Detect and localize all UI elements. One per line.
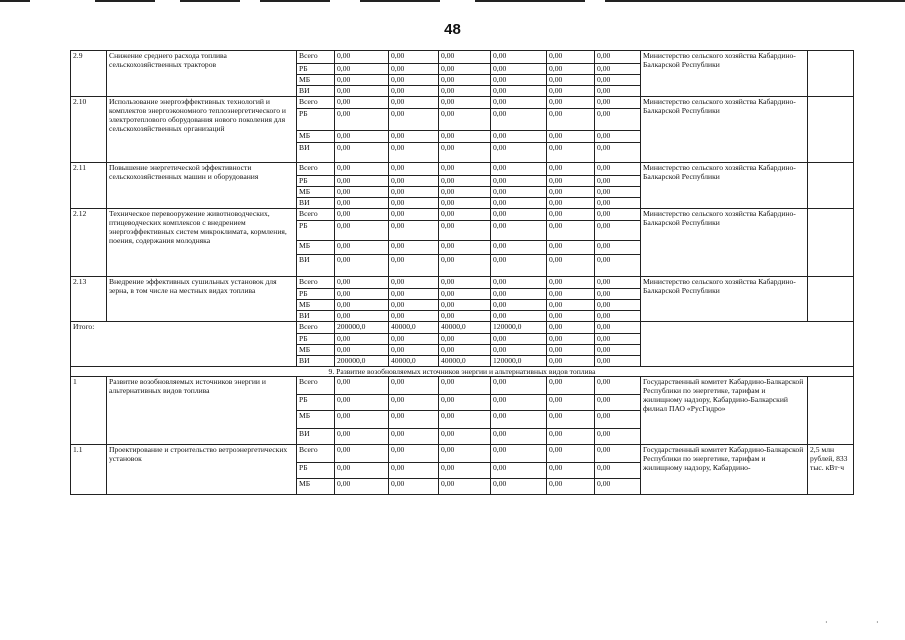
- amount-cell: 0,00: [335, 86, 389, 97]
- amount-cell: 0,00: [547, 300, 595, 311]
- funding-source: ВИ: [297, 429, 335, 445]
- amount-cell: 0,00: [335, 187, 389, 198]
- amount-cell: 0,00: [389, 143, 439, 163]
- amount-cell: 0,00: [595, 163, 641, 176]
- amount-cell: 0,00: [335, 345, 389, 356]
- item-name: Развитие возобновляемых источников энергии и альтернативных видов топлива: [107, 377, 297, 445]
- amount-cell: 0,00: [389, 131, 439, 143]
- amount-cell: 0,00: [595, 311, 641, 322]
- funding-source: МБ: [297, 187, 335, 198]
- amount-cell: 0,00: [389, 163, 439, 176]
- amount-cell: 0,00: [491, 255, 547, 277]
- funding-source: Всего: [297, 445, 335, 463]
- amount-cell: 40000,0: [439, 322, 491, 334]
- amount-cell: 0,00: [335, 395, 389, 411]
- amount-cell: 0,00: [439, 109, 491, 131]
- amount-cell: 0,00: [595, 289, 641, 300]
- amount-cell: 0,00: [439, 64, 491, 75]
- amount-cell: 0,00: [595, 176, 641, 187]
- amount-cell: 0,00: [491, 377, 547, 395]
- amount-cell: 0,00: [491, 445, 547, 463]
- amount-cell: 0,00: [547, 255, 595, 277]
- funding-source: МБ: [297, 479, 335, 495]
- funding-source: ВИ: [297, 356, 335, 367]
- amount-cell: 0,00: [335, 131, 389, 143]
- amount-cell: 0,00: [547, 289, 595, 300]
- amount-cell: 0,00: [547, 51, 595, 64]
- section-title: 9. Развитие возобновляемых источников энергии и альтернативных видов топлива: [71, 367, 854, 377]
- amount-cell: 0,00: [595, 187, 641, 198]
- amount-cell: 0,00: [439, 395, 491, 411]
- amount-cell: 0,00: [547, 97, 595, 109]
- amount-cell: 0,00: [335, 289, 389, 300]
- amount-cell: 0,00: [491, 311, 547, 322]
- amount-cell: 0,00: [491, 241, 547, 255]
- amount-cell: 0,00: [491, 411, 547, 429]
- amount-cell: 0,00: [547, 198, 595, 209]
- item-number: 2.11: [71, 163, 107, 209]
- amount-cell: 0,00: [389, 289, 439, 300]
- amount-cell: 0,00: [491, 75, 547, 86]
- amount-cell: 0,00: [335, 163, 389, 176]
- amount-cell: 0,00: [547, 277, 595, 289]
- funding-source: Всего: [297, 322, 335, 334]
- amount-cell: 0,00: [595, 131, 641, 143]
- amount-cell: 0,00: [389, 445, 439, 463]
- amount-cell: 0,00: [491, 187, 547, 198]
- executor: Государственный комитет Кабардино-Балкарской Республики по энергетике, тарифам и жилищному надзору, Кабардино-: [641, 445, 808, 495]
- amount-cell: 0,00: [389, 377, 439, 395]
- amount-cell: 0,00: [547, 334, 595, 345]
- funding-source: Всего: [297, 277, 335, 289]
- amount-cell: 0,00: [491, 221, 547, 241]
- amount-cell: 0,00: [595, 75, 641, 86]
- amount-cell: 0,00: [389, 209, 439, 221]
- funding-source: ВИ: [297, 255, 335, 277]
- amount-cell: 0,00: [595, 209, 641, 221]
- amount-cell: 0,00: [335, 334, 389, 345]
- amount-cell: 0,00: [439, 311, 491, 322]
- item-name: Повышение энергетической эффективности сельскохозяйственных машин и оборудования: [107, 163, 297, 209]
- amount-cell: 0,00: [595, 86, 641, 97]
- amount-cell: 0,00: [389, 479, 439, 495]
- amount-cell: 0,00: [439, 176, 491, 187]
- amount-cell: 0,00: [547, 356, 595, 367]
- amount-cell: 0,00: [439, 289, 491, 300]
- amount-cell: 0,00: [547, 109, 595, 131]
- amount-cell: 0,00: [439, 241, 491, 255]
- amount-cell: 0,00: [547, 163, 595, 176]
- amount-cell: 0,00: [335, 255, 389, 277]
- amount-cell: 0,00: [439, 377, 491, 395]
- amount-cell: 120000,0: [491, 356, 547, 367]
- amount-cell: 0,00: [335, 176, 389, 187]
- amount-cell: 0,00: [547, 241, 595, 255]
- item-name: Проектирование и строительство ветроэнергетических установок: [107, 445, 297, 495]
- amount-cell: 0,00: [389, 109, 439, 131]
- funding-source: РБ: [297, 463, 335, 479]
- amount-cell: 0,00: [335, 75, 389, 86]
- amount-cell: 0,00: [439, 163, 491, 176]
- amount-cell: 0,00: [491, 463, 547, 479]
- indicator: [808, 97, 854, 163]
- amount-cell: 0,00: [595, 463, 641, 479]
- funding-source: РБ: [297, 64, 335, 75]
- amount-cell: 200000,0: [335, 322, 389, 334]
- item-name: Техническое перевооружение животноводческих, птицеводческих комплексов с внедрением энергоэффективных систем микроклимата, кормления, поения, содержания молодняка: [107, 209, 297, 277]
- funding-source: ВИ: [297, 198, 335, 209]
- amount-cell: 0,00: [491, 51, 547, 64]
- empty-cell: [641, 322, 854, 367]
- amount-cell: 0,00: [335, 97, 389, 109]
- amount-cell: 0,00: [439, 131, 491, 143]
- amount-cell: 0,00: [547, 411, 595, 429]
- funding-source: РБ: [297, 395, 335, 411]
- table-row: [71, 277, 854, 289]
- amount-cell: 0,00: [335, 445, 389, 463]
- amount-cell: 0,00: [595, 97, 641, 109]
- amount-cell: 0,00: [335, 479, 389, 495]
- funding-source: МБ: [297, 411, 335, 429]
- amount-cell: 0,00: [547, 64, 595, 75]
- amount-cell: 0,00: [389, 429, 439, 445]
- amount-cell: 0,00: [389, 86, 439, 97]
- amount-cell: 0,00: [389, 75, 439, 86]
- amount-cell: 0,00: [439, 187, 491, 198]
- amount-cell: 0,00: [491, 209, 547, 221]
- amount-cell: 0,00: [547, 429, 595, 445]
- amount-cell: 0,00: [389, 176, 439, 187]
- funding-source: Всего: [297, 51, 335, 64]
- funding-source: МБ: [297, 241, 335, 255]
- amount-cell: 0,00: [491, 131, 547, 143]
- amount-cell: 0,00: [595, 445, 641, 463]
- item-number: 2.13: [71, 277, 107, 322]
- amount-cell: 0,00: [595, 277, 641, 289]
- amount-cell: 0,00: [595, 198, 641, 209]
- amount-cell: 0,00: [547, 345, 595, 356]
- amount-cell: 0,00: [389, 345, 439, 356]
- table-row: [71, 51, 854, 64]
- amount-cell: 0,00: [595, 109, 641, 131]
- table-row: [71, 209, 854, 221]
- amount-cell: 0,00: [335, 377, 389, 395]
- total-label: Итого:: [71, 322, 297, 367]
- funding-source: Всего: [297, 163, 335, 176]
- amount-cell: 0,00: [439, 97, 491, 109]
- amount-cell: 0,00: [547, 311, 595, 322]
- amount-cell: 40000,0: [439, 356, 491, 367]
- amount-cell: 0,00: [491, 163, 547, 176]
- funding-source: Всего: [297, 97, 335, 109]
- item-number: 2.12: [71, 209, 107, 277]
- funding-source: Всего: [297, 209, 335, 221]
- amount-cell: 0,00: [491, 300, 547, 311]
- amount-cell: 0,00: [491, 86, 547, 97]
- amount-cell: 0,00: [439, 255, 491, 277]
- amount-cell: 0,00: [389, 64, 439, 75]
- amount-cell: 0,00: [595, 143, 641, 163]
- amount-cell: 0,00: [335, 429, 389, 445]
- amount-cell: 0,00: [335, 463, 389, 479]
- amount-cell: 0,00: [335, 64, 389, 75]
- funding-source: ВИ: [297, 143, 335, 163]
- executor: Государственный комитет Кабардино-Балкарской Республики по энергетике, тарифам и жилищному надзору, Кабардино-Балкарский филиал ПАО «РусГидро»: [641, 377, 808, 445]
- amount-cell: 0,00: [547, 143, 595, 163]
- item-number: 1.1: [71, 445, 107, 495]
- amount-cell: 0,00: [335, 51, 389, 64]
- amount-cell: 0,00: [491, 334, 547, 345]
- amount-cell: 0,00: [439, 429, 491, 445]
- amount-cell: 40000,0: [389, 356, 439, 367]
- funding-source: РБ: [297, 289, 335, 300]
- amount-cell: 0,00: [389, 300, 439, 311]
- amount-cell: 0,00: [491, 176, 547, 187]
- amount-cell: 0,00: [389, 51, 439, 64]
- amount-cell: 0,00: [439, 75, 491, 86]
- funding-source: РБ: [297, 109, 335, 131]
- funding-source: МБ: [297, 345, 335, 356]
- amount-cell: 0,00: [547, 377, 595, 395]
- total-row: [71, 322, 854, 334]
- indicator: [808, 377, 854, 445]
- executor: Министерство сельского хозяйства Кабардино-Балкарской Республики: [641, 163, 808, 209]
- funding-source: МБ: [297, 75, 335, 86]
- table-row: [71, 445, 854, 463]
- amount-cell: 0,00: [547, 176, 595, 187]
- amount-cell: 0,00: [491, 198, 547, 209]
- amount-cell: 0,00: [335, 411, 389, 429]
- amount-cell: 0,00: [547, 209, 595, 221]
- amount-cell: 0,00: [335, 221, 389, 241]
- item-name: Снижение среднего расхода топлива сельскохозяйственных тракторов: [107, 51, 297, 97]
- amount-cell: 0,00: [491, 143, 547, 163]
- amount-cell: 0,00: [439, 300, 491, 311]
- amount-cell: 0,00: [439, 334, 491, 345]
- amount-cell: 0,00: [439, 277, 491, 289]
- amount-cell: 0,00: [547, 221, 595, 241]
- funding-source: МБ: [297, 131, 335, 143]
- funding-source: ВИ: [297, 86, 335, 97]
- funding-source: РБ: [297, 221, 335, 241]
- amount-cell: 0,00: [335, 241, 389, 255]
- amount-cell: 0,00: [595, 411, 641, 429]
- funding-source: ВИ: [297, 311, 335, 322]
- amount-cell: 0,00: [389, 198, 439, 209]
- amount-cell: 200000,0: [335, 356, 389, 367]
- amount-cell: 0,00: [439, 86, 491, 97]
- executor: Министерство сельского хозяйства Кабардино-Балкарской Республики: [641, 97, 808, 163]
- amount-cell: 0,00: [547, 86, 595, 97]
- executor: Министерство сельского хозяйства Кабардино-Балкарской Республики: [641, 209, 808, 277]
- amount-cell: 0,00: [595, 395, 641, 411]
- amount-cell: 0,00: [595, 334, 641, 345]
- amount-cell: 0,00: [439, 51, 491, 64]
- amount-cell: 0,00: [389, 221, 439, 241]
- amount-cell: 0,00: [389, 311, 439, 322]
- amount-cell: 0,00: [595, 356, 641, 367]
- amount-cell: 0,00: [491, 289, 547, 300]
- amount-cell: 0,00: [547, 395, 595, 411]
- program-table: [70, 50, 854, 495]
- item-name: Использование энергоэффективных технологий и комплектов энергоэкономного теплоэнергетического и электротеплового оборудования нового поколения для сельскохозяйственных организаций: [107, 97, 297, 163]
- amount-cell: 0,00: [439, 143, 491, 163]
- funding-source: РБ: [297, 334, 335, 345]
- amount-cell: 0,00: [439, 411, 491, 429]
- amount-cell: 0,00: [595, 429, 641, 445]
- amount-cell: 0,00: [335, 198, 389, 209]
- amount-cell: 0,00: [335, 300, 389, 311]
- amount-cell: 0,00: [389, 395, 439, 411]
- amount-cell: 0,00: [547, 187, 595, 198]
- amount-cell: 0,00: [439, 209, 491, 221]
- amount-cell: 0,00: [547, 445, 595, 463]
- amount-cell: 0,00: [335, 143, 389, 163]
- executor: Министерство сельского хозяйства Кабардино-Балкарской Республики: [641, 51, 808, 97]
- amount-cell: 0,00: [439, 221, 491, 241]
- executor: Министерство сельского хозяйства Кабардино-Балкарской Республики: [641, 277, 808, 322]
- table-row: [71, 97, 854, 109]
- amount-cell: 0,00: [389, 334, 439, 345]
- amount-cell: 0,00: [335, 209, 389, 221]
- amount-cell: 0,00: [547, 479, 595, 495]
- amount-cell: 0,00: [439, 479, 491, 495]
- funding-source: Всего: [297, 377, 335, 395]
- amount-cell: 120000,0: [491, 322, 547, 334]
- table-row: [71, 163, 854, 176]
- amount-cell: 0,00: [595, 241, 641, 255]
- indicator: [808, 51, 854, 97]
- indicator: [808, 209, 854, 277]
- item-number: 2.10: [71, 97, 107, 163]
- amount-cell: 0,00: [439, 198, 491, 209]
- funding-source: РБ: [297, 176, 335, 187]
- funding-source: МБ: [297, 300, 335, 311]
- amount-cell: 0,00: [491, 277, 547, 289]
- amount-cell: 40000,0: [389, 322, 439, 334]
- scan-mark: ·: [825, 618, 828, 627]
- amount-cell: 0,00: [389, 277, 439, 289]
- amount-cell: 0,00: [595, 300, 641, 311]
- amount-cell: 0,00: [389, 187, 439, 198]
- amount-cell: 0,00: [389, 463, 439, 479]
- item-number: 2.9: [71, 51, 107, 97]
- amount-cell: 0,00: [439, 445, 491, 463]
- amount-cell: 0,00: [595, 221, 641, 241]
- amount-cell: 0,00: [439, 345, 491, 356]
- amount-cell: 0,00: [547, 131, 595, 143]
- amount-cell: 0,00: [595, 64, 641, 75]
- amount-cell: 0,00: [335, 311, 389, 322]
- amount-cell: 0,00: [439, 463, 491, 479]
- item-name: Внедрение эффективных сушильных установок для зерна, в том числе на местных видах топлива: [107, 277, 297, 322]
- item-number: 1: [71, 377, 107, 445]
- scan-mark: ·: [876, 618, 879, 627]
- amount-cell: 0,00: [595, 479, 641, 495]
- page-number: 48: [444, 21, 461, 38]
- amount-cell: 0,00: [547, 463, 595, 479]
- amount-cell: 0,00: [595, 255, 641, 277]
- amount-cell: 0,00: [335, 277, 389, 289]
- amount-cell: 0,00: [595, 377, 641, 395]
- table-row: [71, 377, 854, 395]
- amount-cell: 0,00: [389, 241, 439, 255]
- section-row: [71, 367, 854, 377]
- amount-cell: 0,00: [491, 429, 547, 445]
- amount-cell: 0,00: [389, 255, 439, 277]
- indicator: [808, 277, 854, 322]
- amount-cell: 0,00: [335, 109, 389, 131]
- amount-cell: 0,00: [595, 345, 641, 356]
- amount-cell: 0,00: [389, 97, 439, 109]
- amount-cell: 0,00: [595, 51, 641, 64]
- amount-cell: 0,00: [547, 75, 595, 86]
- amount-cell: 0,00: [491, 97, 547, 109]
- amount-cell: 0,00: [491, 109, 547, 131]
- amount-cell: 0,00: [491, 479, 547, 495]
- amount-cell: 0,00: [491, 64, 547, 75]
- amount-cell: 0,00: [547, 322, 595, 334]
- amount-cell: 0,00: [491, 395, 547, 411]
- amount-cell: 0,00: [595, 322, 641, 334]
- indicator: [808, 163, 854, 209]
- amount-cell: 0,00: [491, 345, 547, 356]
- amount-cell: 0,00: [389, 411, 439, 429]
- indicator: 2,5 млн рублей, 833 тыс. кВт·ч: [808, 445, 854, 495]
